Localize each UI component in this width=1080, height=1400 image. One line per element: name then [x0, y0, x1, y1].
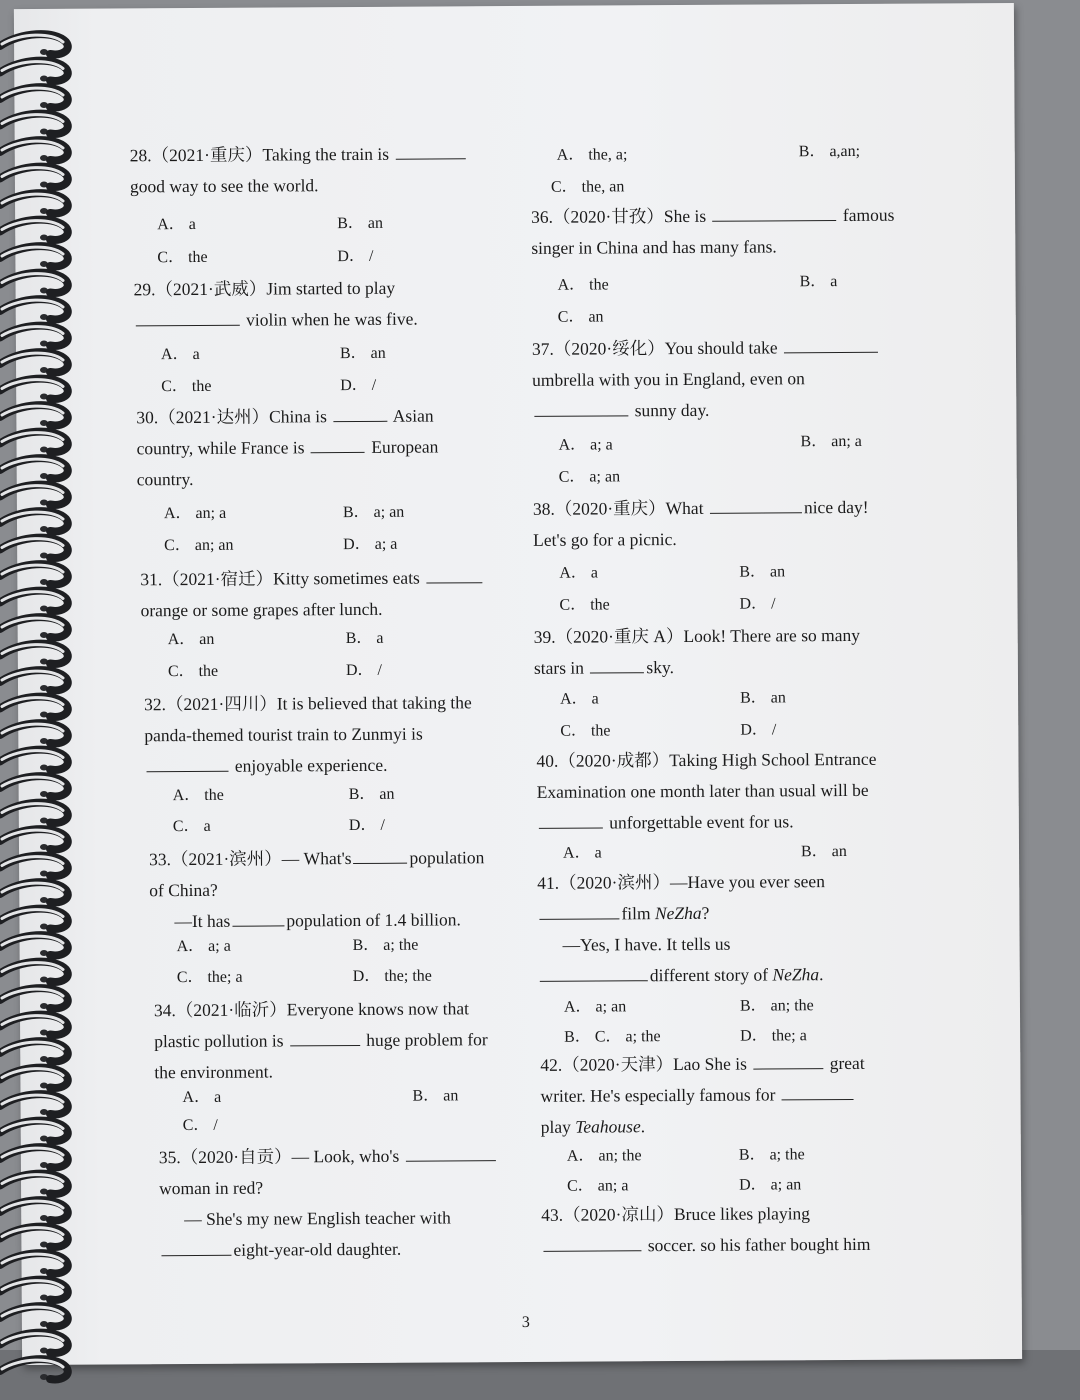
- q35-line4: eight-year-old daughter.: [233, 1238, 402, 1260]
- binding-coil: [0, 935, 68, 956]
- binding-coil: [0, 803, 68, 824]
- binding-coil: [0, 591, 68, 612]
- q34-option-c[interactable]: C． /: [182, 1116, 218, 1135]
- binding-coil: [0, 326, 68, 347]
- q30-option-a[interactable]: A． an; a: [163, 504, 227, 523]
- q33-reply: —It has: [174, 910, 231, 932]
- answer-blank[interactable]: [406, 1142, 496, 1162]
- q35-line3: — She's my new English teacher with: [184, 1207, 451, 1230]
- binding-coil: [0, 432, 68, 453]
- spiral-binding: [0, 0, 100, 1400]
- binding-coil: [0, 246, 68, 267]
- q41-line3: —Yes, I have. It tells us: [562, 933, 731, 955]
- q29-stem: 29.（2021·武威）Jim started to play: [133, 277, 396, 300]
- binding-coil: [0, 1227, 68, 1248]
- q42-line2: writer. He's especially famous for: [540, 1084, 776, 1106]
- binding-coil: [0, 670, 68, 691]
- q32-option-a[interactable]: A． the: [172, 786, 224, 805]
- answer-blank[interactable]: [540, 962, 648, 982]
- q42-line3-end: .: [640, 1116, 646, 1137]
- q28-option-d[interactable]: D． /: [337, 247, 374, 266]
- binding-coil: [0, 1041, 68, 1062]
- answer-blank[interactable]: [710, 494, 802, 514]
- q41-line2-end: ?: [701, 902, 710, 923]
- q40-option-a[interactable]: A． a: [562, 844, 602, 862]
- binding-coil: [0, 856, 68, 877]
- question-40: [536, 744, 877, 839]
- q40-option-b[interactable]: B． an: [800, 842, 847, 861]
- q41-option-b[interactable]: B． an; the: [739, 997, 814, 1015]
- q36-line2: singer in China and has many fans.: [531, 236, 777, 258]
- binding-coil: [0, 140, 68, 161]
- question-31: [140, 562, 484, 626]
- q30-option-c[interactable]: C． an; an: [164, 536, 234, 555]
- binding-coil: [0, 220, 68, 241]
- q28-option-c[interactable]: C． the: [157, 248, 208, 267]
- binding-coil: [0, 776, 68, 797]
- q35-option-b[interactable]: B． a,an;: [798, 142, 861, 161]
- q29-option-d[interactable]: D． /: [340, 376, 377, 395]
- q31-option-a[interactable]: A． an: [167, 630, 215, 649]
- answer-blank[interactable]: [395, 140, 465, 159]
- binding-coil: [0, 61, 68, 82]
- q35-option-a[interactable]: A． the, a;: [556, 146, 628, 164]
- answer-blank[interactable]: [161, 1237, 231, 1256]
- q36-option-c[interactable]: C． an: [557, 308, 604, 326]
- question-43: [541, 1198, 870, 1262]
- answer-blank[interactable]: [353, 845, 407, 864]
- q41-line4: different story of: [649, 964, 769, 986]
- q34-option-a[interactable]: A． a: [182, 1088, 222, 1107]
- q41-option-d[interactable]: D． the; a: [740, 1027, 807, 1045]
- q40-line2: Examination one month later than usual will be: [536, 779, 869, 802]
- q33-reply-end: population of 1.4 billion.: [286, 909, 461, 931]
- question-38: [533, 492, 869, 556]
- q32-line2: panda-themed tourist train to Zunmyi is: [144, 723, 423, 746]
- question-41: [537, 866, 825, 992]
- q41-film-title: NeZha: [654, 902, 702, 924]
- q31-option-b[interactable]: B． a: [345, 629, 384, 648]
- q37-option-c[interactable]: C． a; an: [558, 468, 621, 486]
- q35-option-c[interactable]: C． the, an: [550, 178, 625, 196]
- answer-blank[interactable]: [712, 202, 836, 222]
- q31-option-c[interactable]: C． the: [167, 662, 219, 681]
- q36-stem-end: famous: [842, 204, 895, 226]
- q38-option-b[interactable]: B． an: [739, 563, 786, 581]
- binding-coil: [0, 511, 68, 532]
- q33-option-a[interactable]: A． a; a: [176, 937, 231, 956]
- answer-blank[interactable]: [534, 397, 628, 417]
- q28-option-b[interactable]: B． an: [337, 214, 384, 233]
- q30-stem: 30.（2021·达州）China is: [136, 406, 327, 428]
- q33-option-d[interactable]: D． the; the: [352, 967, 432, 986]
- binding-coil: [0, 644, 68, 665]
- q28-option-a[interactable]: A． a: [157, 215, 196, 234]
- binding-coil: [0, 1121, 68, 1142]
- q29-option-b[interactable]: B． an: [339, 344, 386, 363]
- q30-line2-end: European: [371, 436, 439, 457]
- q34-line2: plastic pollution is: [154, 1030, 284, 1052]
- q42-stem: 42.（2020·天津）Lao She is: [540, 1053, 747, 1075]
- q40-line3: unforgettable event for us.: [609, 811, 794, 833]
- q37-line2: umbrella with you in England, even on: [532, 368, 805, 390]
- q29-option-a[interactable]: A． a: [160, 345, 200, 364]
- question-39: [534, 620, 861, 684]
- q31-stem: 31.（2021·宿迁）Kitty sometimes eats: [140, 567, 420, 590]
- q28-stem: 28.（2021·重庆）Taking the train is: [129, 143, 390, 166]
- q31-option-d[interactable]: D． /: [345, 661, 382, 680]
- question-42: [540, 1048, 865, 1143]
- binding-coil: [0, 750, 68, 771]
- q33-stem: 33.（2021·滨州）— What's: [149, 848, 352, 870]
- q30-line2: country, while France is: [136, 437, 305, 459]
- answer-blank[interactable]: [753, 1050, 823, 1069]
- binding-coil: [0, 564, 68, 585]
- q37-option-b[interactable]: B． an; a: [800, 432, 862, 451]
- binding-coil: [0, 1280, 68, 1301]
- q42-option-a[interactable]: A． an; the: [566, 1147, 642, 1165]
- binding-coil: [0, 1094, 68, 1115]
- binding-coil: [0, 962, 68, 983]
- q43-stem: 43.（2020·凉山）Bruce likes playing: [541, 1203, 811, 1225]
- q43-line2: soccer. so his father bought him: [647, 1233, 871, 1256]
- binding-coil: [0, 34, 68, 55]
- answer-blank[interactable]: [784, 334, 878, 354]
- q42-line3: play: [540, 1116, 571, 1137]
- q35-stem: 35.（2020·自贡）— Look, who's: [158, 1145, 400, 1168]
- q36-option-a[interactable]: A． the: [557, 276, 609, 294]
- binding-coil: [0, 273, 68, 294]
- answer-blank[interactable]: [543, 1232, 641, 1252]
- answer-blank[interactable]: [539, 809, 603, 828]
- q37-line3: sunny day.: [634, 399, 710, 421]
- binding-coil: [0, 829, 68, 850]
- q41-line4-end: .: [819, 964, 824, 985]
- q42-option-b[interactable]: B． a; the: [738, 1146, 805, 1164]
- q39-option-a[interactable]: A． a: [560, 690, 599, 708]
- q42-stem-end: great: [829, 1052, 865, 1074]
- q32-option-d[interactable]: D． /: [348, 816, 385, 835]
- q41-option-a[interactable]: A． a; an: [563, 998, 627, 1016]
- q37-stem: 37.（2020·绥化）You should take: [531, 337, 778, 359]
- binding-coil: [0, 167, 68, 188]
- q33-option-b[interactable]: B． a; the: [352, 936, 419, 955]
- answer-blank[interactable]: [590, 654, 644, 673]
- binding-coil: [0, 1359, 68, 1380]
- binding-coil: [0, 909, 68, 930]
- q34-line2-end: huge problem for: [366, 1029, 488, 1050]
- q32-option-b[interactable]: B． an: [348, 785, 395, 804]
- q38-line2: Let's go for a picnic.: [533, 529, 677, 550]
- binding-coil: [0, 1015, 68, 1036]
- q39-line2-end: sky.: [646, 657, 674, 678]
- q38-option-c[interactable]: C． the: [559, 596, 610, 614]
- q39-option-c[interactable]: C． the: [560, 722, 611, 740]
- answer-blank[interactable]: [232, 907, 284, 926]
- q33-line2: of China?: [149, 879, 218, 901]
- q36-option-b[interactable]: B． a: [799, 273, 838, 291]
- binding-coil: [0, 1174, 68, 1195]
- question-37: [532, 332, 881, 427]
- q40-stem: 40.（2020·成都）Taking High School Entrance: [536, 748, 877, 771]
- binding-coil: [0, 379, 68, 400]
- binding-coil: [0, 1068, 68, 1089]
- q38-option-d[interactable]: D． /: [739, 595, 776, 613]
- q30-option-d[interactable]: D． a; a: [343, 535, 398, 554]
- binding-coil: [0, 485, 68, 506]
- binding-coil: [0, 299, 68, 320]
- q41-line2: film: [621, 903, 651, 924]
- binding-coil: [0, 1333, 68, 1354]
- binding-coil: [0, 87, 68, 108]
- answer-blank[interactable]: [539, 900, 619, 919]
- question-29: [133, 273, 417, 337]
- q34-option-b[interactable]: B． an: [412, 1087, 459, 1105]
- question-36: [531, 200, 895, 264]
- binding-coil: [0, 538, 68, 559]
- binding-coil: [0, 723, 68, 744]
- q42-option-d[interactable]: D． a; an: [739, 1176, 802, 1194]
- q39-line2: stars in: [533, 657, 585, 678]
- question-30: [136, 400, 438, 495]
- binding-coil: [0, 697, 68, 718]
- q39-stem: 39.（2020·重庆 A）Look! There are so many: [533, 624, 861, 647]
- answer-blank[interactable]: [333, 403, 387, 422]
- q41-option-c[interactable]: B． C． a; the: [564, 1028, 661, 1046]
- q31-line2: orange or some grapes after lunch.: [140, 598, 383, 621]
- binding-coil: [0, 352, 68, 373]
- answer-blank[interactable]: [311, 434, 365, 453]
- answer-blank[interactable]: [782, 1081, 854, 1100]
- question-28: [130, 138, 468, 202]
- q36-stem: 36.（2020·甘孜）She is: [531, 205, 707, 227]
- q39-option-d[interactable]: D． /: [740, 721, 777, 739]
- q42-play-title: Teahouse: [575, 1116, 641, 1137]
- binding-coil: [0, 193, 68, 214]
- q29-option-c[interactable]: C． the: [161, 377, 212, 396]
- q30-option-b[interactable]: B． a; an: [342, 503, 405, 522]
- question-33: [149, 842, 485, 937]
- answer-blank[interactable]: [426, 564, 482, 583]
- question-34: [154, 993, 488, 1088]
- binding-coil: [0, 1200, 68, 1221]
- q41-film-title-2: NeZha: [772, 964, 820, 985]
- q33-option-c[interactable]: C． the; a: [176, 968, 243, 987]
- binding-coil: [0, 458, 68, 479]
- page-number: 3: [521, 1313, 530, 1331]
- answer-blank[interactable]: [136, 307, 240, 327]
- question-35: [159, 1140, 499, 1266]
- q35-line2: woman in red?: [159, 1177, 264, 1199]
- q39-option-b[interactable]: B． an: [740, 689, 786, 707]
- worksheet-page: [14, 3, 1022, 1365]
- q32-stem: 32.（2021·四川）It is believed that taking the: [144, 692, 472, 715]
- q33-stem-end: population: [409, 847, 485, 868]
- q34-stem: 34.（2021·临沂）Everyone knows now that: [153, 998, 470, 1021]
- q28-line2: good way to see the world.: [129, 175, 319, 197]
- q38-stem: 38.（2020·重庆）What: [532, 497, 704, 519]
- q29-line2: violin when he was five.: [246, 308, 418, 330]
- q30-line3: country.: [136, 468, 194, 490]
- q37-option-a[interactable]: A． a; a: [558, 436, 613, 454]
- q38-stem-end: nice day!: [803, 496, 869, 518]
- binding-coil: [0, 617, 68, 638]
- binding-coil: [0, 405, 68, 426]
- binding-coil: [0, 882, 68, 903]
- binding-coil: [0, 114, 68, 135]
- binding-coil: [0, 1253, 68, 1274]
- question-32: [144, 687, 472, 782]
- answer-blank[interactable]: [290, 1027, 360, 1046]
- q34-line3: the environment.: [154, 1061, 274, 1083]
- q32-option-c[interactable]: C． a: [172, 817, 211, 836]
- answer-blank[interactable]: [146, 753, 228, 773]
- binding-coil: [0, 988, 68, 1009]
- q32-line3: enjoyable experience.: [234, 754, 388, 776]
- q42-option-c[interactable]: C． an; a: [567, 1177, 629, 1195]
- binding-coil: [0, 1147, 68, 1168]
- q38-option-a[interactable]: A． a: [559, 564, 599, 582]
- q41-stem: 41.（2020·滨州）—Have you ever seen: [537, 871, 825, 893]
- q30-stem-end: Asian: [392, 405, 434, 426]
- binding-coil: [0, 1306, 68, 1327]
